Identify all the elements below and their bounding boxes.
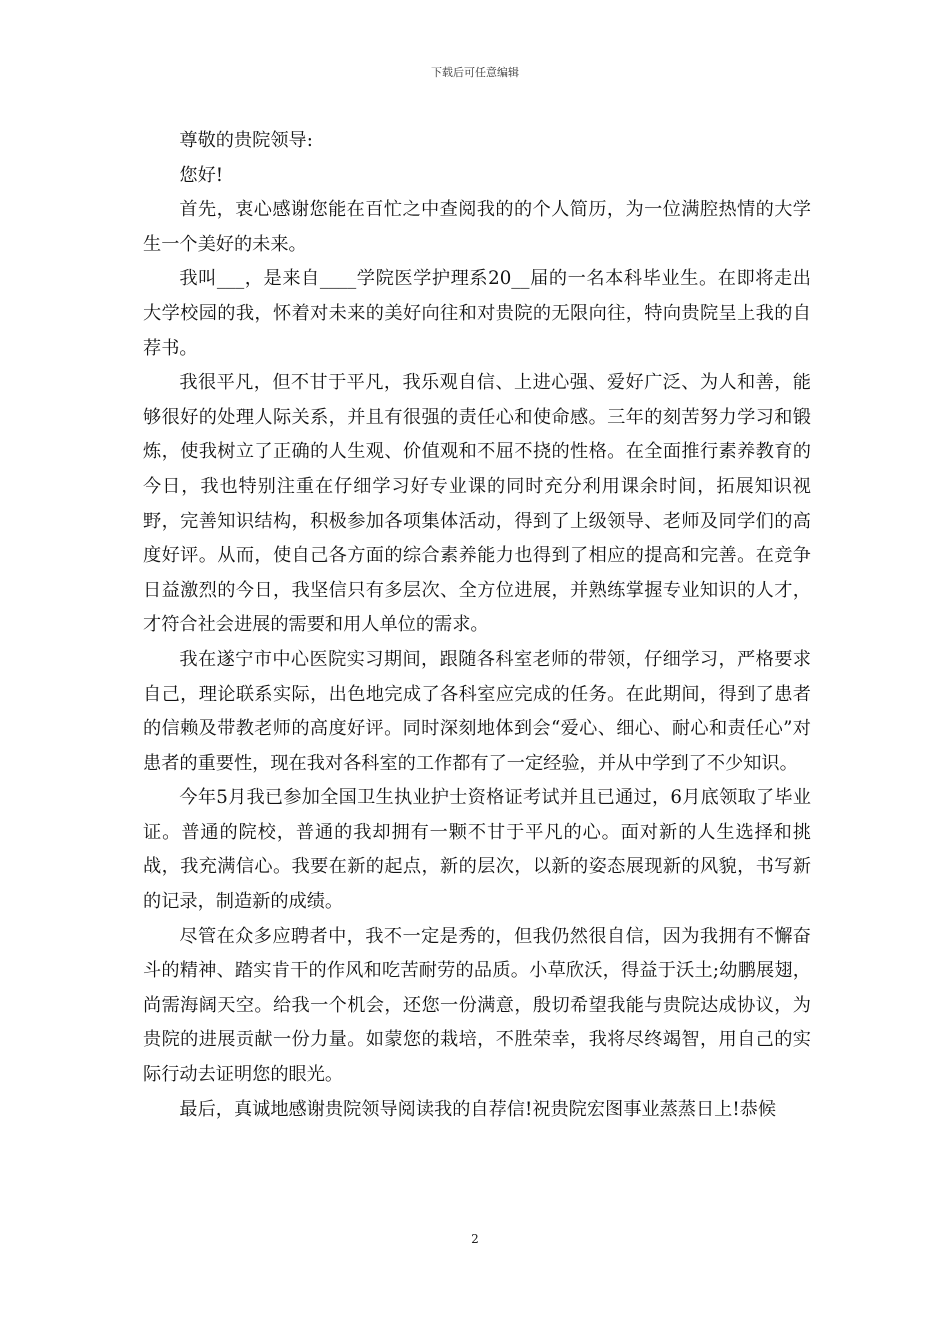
letter-paragraph: 我在遂宁市中心医院实习期间，跟随各科室老师的带领，仔细学习，严格要求自己，理论联系实际，出色地完成了各科室应完成的任务。在此期间，得到了患者的信赖及带教老师的高度好评。同时深刻地体到会“爱心、细心、耐心和责任心”对患者的重要性，现在我对各科室的工作都有了一定经验，并从中学到了不少知识。 [143, 648, 811, 774]
letter-paragraph: 我很平凡，但不甘于平凡，我乐观自信、上进心强、爱好广泛、为人和善，能够很好的处理人际关系，并且有很强的责任心和使命感。三年的刻苦努力学习和锻炼，使我树立了正确的人生观、价值观和不屈不挠的性格。在全面推行素养教育的今日，我也特别注重在仔细学习好专业课的同时充分利用课余时间，拓展知识视野，完善知识结构，积极参加各项集体活动，得到了上级领导、老师及同学们的高度好评。从而，使自己各方面的综合素养能力也得到了相应的提高和完善。在竞争日益激烈的今日，我坚信只有多层次、全方位进展，并熟练掌握专业知识的人才，才符合社会进展的需要和用人单位的需求。 [143, 372, 811, 636]
page-number: 2 [471, 1232, 479, 1246]
letter-paragraph: 我叫___，是来自____学院医学护理系20__届的一名本科毕业生。在即将走出大学校园的我，怀着对未来的美好向往和对贵院的无限向往，特向贵院呈上我的自荐书。 [143, 268, 811, 359]
letter-salutation: 尊敬的贵院领导: [179, 130, 313, 151]
letter-paragraph: 最后，真诚地感谢贵院领导阅读我的自荐信!祝贵院宏图事业蒸蒸日上!恭候 [179, 1098, 777, 1120]
letter-body [143, 124, 811, 1127]
letter-paragraph: 今年5月我已参加全国卫生执业护士资格证考试并且已通过，6月底领取了毕业证。普通的院校，普通的我却拥有一颗不甘于平凡的心。面对新的人生选择和挑战，我充满信心。我要在新的起点，新的层次，以新的姿态展现新的风貌，书写新的记录，制造新的成绩。 [143, 787, 811, 913]
letter-paragraph: 首先，衷心感谢您能在百忙之中查阅我的的个人简历，为一位满腔热情的大学生一个美好的未来。 [143, 199, 811, 255]
page-header-note: 下载后可任意编辑 [431, 66, 519, 79]
letter-greeting: 您好! [179, 164, 224, 186]
letter-paragraph: 尽管在众多应聘者中，我不一定是秀的，但我仍然很自信，因为我拥有不懈奋斗的精神、踏实肯干的作风和吃苦耐劳的品质。小草欣沃，得益于沃土;幼鹏展翅，尚需海阔天空。给我一个机会，还您一份满意，殷切希望我能与贵院达成协议，为贵院的进展贡献一份力量。如蒙您的栽培，不胜荣幸，我将尽终竭智，用自己的实际行动去证明您的眼光。 [143, 925, 811, 1086]
